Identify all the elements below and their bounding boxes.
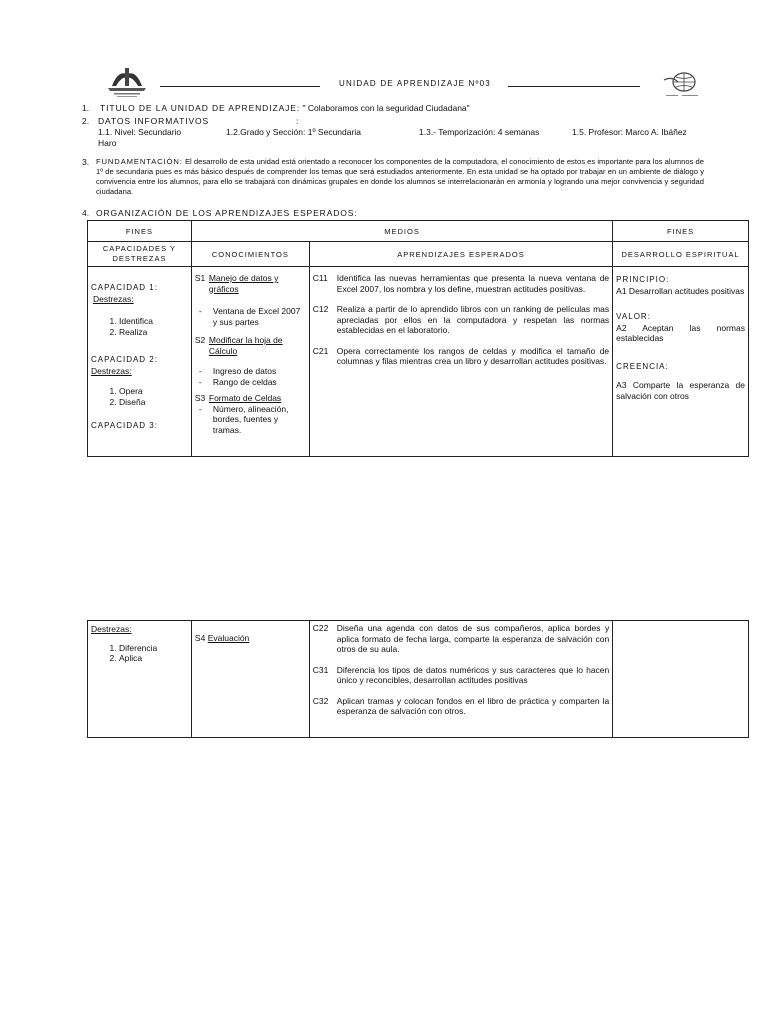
nivel: 1.1. Nivel: Secundario bbox=[98, 127, 182, 137]
header-capacidades: CAPACIDADES Y DESTREZAS bbox=[88, 242, 192, 267]
section-4: 4. ORGANIZACIÓN DE LOS APRENDIZAJES ESPERADOS: bbox=[82, 208, 358, 218]
s4-title: Evaluación bbox=[207, 633, 250, 643]
header-rule-right bbox=[508, 86, 640, 87]
aprendizaje-c32: C32 Aplican tramas y colocan fondos en el libro de práctica y comparten la esperanza de salvación con otros. bbox=[312, 695, 610, 716]
destrezas-list: 1. Diferencia 2. Aplica bbox=[91, 643, 188, 664]
fundamentacion-text: El desarrollo de esta unidad está orientado a reconocer los componentes de la computadora, el conocimiento de estos es importante para los alumnos de 1º de secundaria pues es más básico después de comprender los temas que será estudiados anteriormente. En esta unidad se ha optado por trabajar en un ambiente de diálogo y convivencia entre los alumnos, para ello se trabajará con dinámicas grupales en donde los alumnos se interrelacionarán en armonía y logrando una mejor convivencia y seguridad ciudadana. bbox=[96, 157, 704, 196]
header-rule-left bbox=[160, 86, 320, 87]
profesor-continued: Haro bbox=[98, 138, 117, 148]
desarrollo-cell-2 bbox=[613, 621, 749, 738]
capacidades-cell bbox=[88, 267, 192, 457]
principio-label: PRINCIPIO: bbox=[616, 275, 670, 284]
learning-table bbox=[87, 220, 749, 457]
header-medios: MEDIOS bbox=[191, 221, 612, 242]
learning-table-continued bbox=[87, 620, 749, 738]
evaluacion-cell: S4 Evaluación bbox=[191, 621, 309, 738]
section-1-label: TITULO DE LA UNIDAD DE APRENDIZAJE: bbox=[100, 103, 301, 113]
s1-items: - Ventana de Excel 2007 y sus partes bbox=[195, 306, 306, 327]
aprendizaje-c31: C31 Diferencia los tipos de datos numéricos y sus caracteres que lo hacen único y reconcibles, desarrollan actitudes positivas bbox=[312, 664, 610, 685]
conocimientos-cell: S1 Manejo de datos y gráficos - Ventana de Excel 2007 y sus partes S2 Modificar la hoja de Cálculo - Ingreso de datos - Rango de celdas S3 Formato de Celdas - Número, alineación, bordes, fuentes y tramas. bbox=[191, 267, 309, 457]
header-fines-left: FINES bbox=[88, 221, 192, 242]
destrezas-1-label: Destrezas: bbox=[93, 293, 134, 304]
principio-text: A1 Desarrollan actitudes positivas bbox=[616, 285, 745, 296]
destrezas-cell bbox=[88, 621, 192, 738]
aprendizaje-c11: C11 Identifica las nuevas herramientas que presenta la nueva ventana de Excel 2007, los nombra y los define, muestran actitudes positivas. bbox=[312, 273, 610, 294]
s3-title: Formato de Celdas bbox=[208, 393, 282, 403]
capacidad-1: CAPACIDAD 1: bbox=[91, 283, 158, 292]
valor-text: A2 Aceptan las normas establecidas bbox=[616, 322, 745, 343]
aprendizajes-cell-2 bbox=[309, 621, 613, 738]
section-3-label: FUNDAMENTACIÓN: bbox=[96, 157, 183, 166]
section-1: 1. TITULO DE LA UNIDAD DE APRENDIZAJE: " Colaboramos con la seguridad Ciudadana" bbox=[82, 103, 470, 113]
section-4-label: ORGANIZACIÓN DE LOS APRENDIZAJES ESPERADOS: bbox=[96, 208, 358, 218]
section-2: 2. DATOS INFORMATIVOS : 1.1. Nivel: Secundario 1.2.Grado y Sección: 1º Secundaria 1.3.- Temporización: 4 semanas 1.5. Profesor: Marco A. Ibáñez Haro bbox=[82, 116, 687, 148]
s3-items: - Número, alineación, bordes, fuentes y tramas. bbox=[195, 404, 306, 436]
header-desarrollo: DESARROLLO ESPIRITUAL bbox=[613, 242, 749, 267]
aprendizaje-c12: C12 Realiza a partir de lo aprendido libros con un ranking de películas mas apreciadas por ellos en la computadora y respetan las normas establecidas en el laboratorio. bbox=[312, 304, 610, 335]
temporizacion: 1.3.- Temporización: 4 semanas bbox=[419, 127, 540, 137]
school-logo-icon bbox=[104, 64, 150, 98]
grado-seccion: 1.2.Grado y Sección: 1º Secundaria bbox=[226, 127, 361, 137]
profesor: 1.5. Profesor: Marco A. Ibáñez bbox=[572, 127, 687, 137]
destrezas-label: Destrezas: bbox=[91, 624, 132, 634]
desarrollo-cell bbox=[613, 267, 749, 457]
section-2-label: DATOS INFORMATIVOS bbox=[98, 116, 210, 126]
aprendizajes-cell bbox=[309, 267, 612, 457]
s2-items: - Ingreso de datos - Rango de celdas bbox=[195, 366, 306, 387]
aprendizaje-c22: C22 Diseña una agenda con datos de sus compañeros, aplica bordes y aplica formato de fecha larga, comparte la esperanza de salvación con otros de su aula. bbox=[312, 623, 610, 654]
destrezas-2-list: 1. Opera 2. Diseña bbox=[91, 386, 188, 407]
header-aprendizajes: APRENDIZAJES ESPERADOS bbox=[309, 242, 612, 267]
header-fines-right: FINES bbox=[613, 221, 749, 242]
aprendizaje-c21: C21 Opera correctamente los rangos de celdas y modifica el tamaño de columnas y filas mientras crea un libro y desarrollan actitudes positivas. bbox=[312, 345, 610, 366]
document-title: UNIDAD DE APRENDIZAJE Nº03 bbox=[339, 79, 491, 88]
destrezas-2-label: Destrezas: bbox=[91, 365, 132, 376]
capacidad-2: CAPACIDAD 2: bbox=[91, 355, 158, 364]
s2-title: Modificar la hoja de Cálculo bbox=[208, 335, 283, 356]
header-conocimientos: CONOCIMIENTOS bbox=[191, 242, 309, 267]
creencia-text: A3 Comparte la esperanza de salvación con otros bbox=[616, 380, 745, 401]
globe-logo-icon bbox=[662, 70, 704, 100]
valor-label: VALOR: bbox=[616, 312, 651, 321]
destrezas-1-list: 1. Identifica 2. Realiza bbox=[91, 316, 188, 337]
creencia-label: CREENCIA: bbox=[616, 361, 669, 371]
unit-title: " Colaboramos con la seguridad Ciudadana" bbox=[302, 103, 470, 113]
section-3: 3. FUNDAMENTACIÓN: El desarrollo de esta unidad está orientado a reconocer los componentes de la computadora, el conocimiento de estos es importante para los alumnos de 1º de secundaria pues es más básico después de comprender los temas que será estudiados anteriormente. En esta unidad se ha optado por trabajar en un ambiente de diálogo y convivencia entre los alumnos, para ello se trabajará con dinámicas grupales en donde los alumnos se interrelacionarán en armonía y logrando una mejor convivencia y seguridad ciudadana. bbox=[82, 157, 704, 196]
capacidad-3: CAPACIDAD 3: bbox=[91, 421, 158, 430]
s1-title: Manejo de datos y gráficos bbox=[208, 273, 279, 294]
